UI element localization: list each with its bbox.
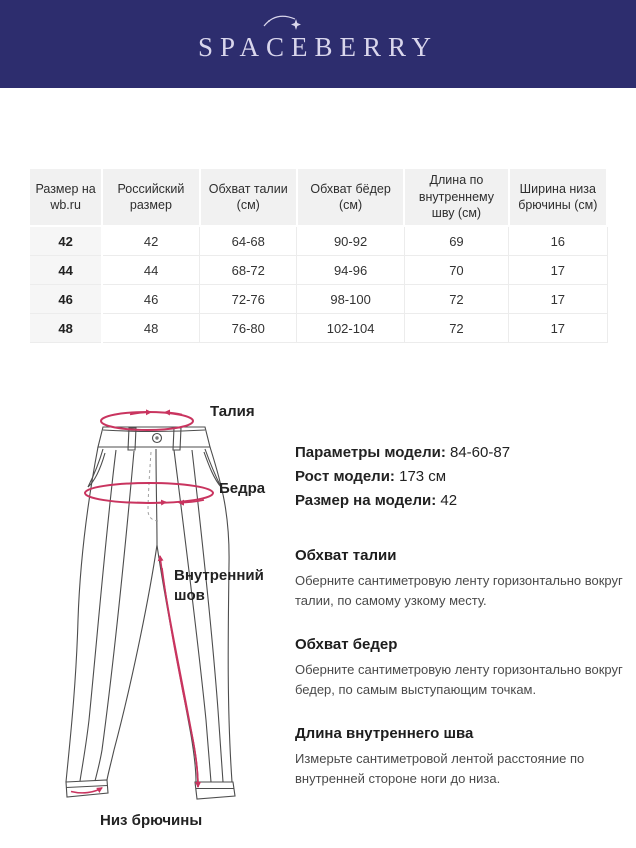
- table-header-cell: Ширина низа брючины (см): [509, 168, 607, 226]
- guide-text: Измерьте сантиметровой лентой расстояние по внутренней стороне ноги до низа.: [295, 751, 585, 786]
- diagram-label-inseam: Внутренний шов: [174, 567, 264, 604]
- model-params-label: Параметры модели:: [295, 444, 446, 461]
- table-cell: 64-68: [200, 226, 297, 256]
- hips-arrow-right: [137, 502, 166, 503]
- table-header-row: [29, 168, 607, 226]
- table-cell: 48: [102, 314, 199, 343]
- table-cell: 90-92: [297, 226, 404, 256]
- table-cell: 72: [404, 285, 508, 314]
- hem-arrow: [71, 788, 102, 793]
- guide-text: Оберните сантиметровую ленту горизонтально вокруг бедер, по самым выступающим точкам.: [295, 662, 623, 697]
- table-header-cell: Обхват талии (см): [200, 168, 297, 226]
- table-cell-size: 44: [29, 256, 102, 285]
- hips-ellipse: [85, 483, 213, 503]
- measurement-info-column: [295, 441, 625, 814]
- table-cell: 44: [102, 256, 199, 285]
- table-cell: 76-80: [200, 314, 297, 343]
- brand-logo: SPACEBERRY: [197, 31, 439, 62]
- table-cell: 16: [509, 226, 607, 256]
- table-row: [29, 285, 607, 314]
- model-info: [295, 441, 625, 513]
- measure-guide: [295, 547, 625, 788]
- model-size-label: Размер на модели:: [295, 492, 437, 509]
- table-cell: 68-72: [200, 256, 297, 285]
- table-cell: 98-100: [297, 285, 404, 314]
- table-cell: 72: [404, 314, 508, 343]
- guide-section-waist: [295, 547, 625, 610]
- table-cell: 17: [509, 314, 607, 343]
- table-cell: 69: [404, 226, 508, 256]
- model-size-row: [295, 489, 625, 513]
- table-cell: 70: [404, 256, 508, 285]
- table-header-cell: Российский размер: [102, 168, 199, 226]
- diagram-label-hips: Бедра: [219, 480, 266, 497]
- model-size-value: 42: [440, 492, 458, 509]
- table-row: [29, 314, 607, 343]
- diagram-label-waist: Талия: [210, 403, 255, 420]
- brand-header: [0, 0, 636, 88]
- model-height-row: [295, 465, 625, 489]
- table-cell: 102-104: [297, 314, 404, 343]
- shooting-star-icon: [262, 9, 310, 37]
- size-table: [28, 167, 608, 343]
- table-cell-size: 46: [29, 285, 102, 314]
- table-cell: 94-96: [297, 256, 404, 285]
- model-params-row: [295, 441, 625, 465]
- guide-title: Обхват талии: [295, 547, 397, 564]
- table-cell-size: 48: [29, 314, 102, 343]
- guide-section-hips: [295, 636, 625, 699]
- table-cell: 42: [102, 226, 199, 256]
- table-row: [29, 226, 607, 256]
- diagram-label-hem: Низ брючины: [100, 812, 203, 829]
- guide-text: Оберните сантиметровую ленту горизонтально вокруг талии, по самому узкому месту.: [295, 573, 623, 608]
- table-cell: 72-76: [200, 285, 297, 314]
- guide-title: Длина внутреннего шва: [295, 725, 474, 742]
- table-header-cell: Длина по внутреннему шву (см): [404, 168, 508, 226]
- table-header-cell: Размер на wb.ru: [29, 168, 102, 226]
- table-cell-size: 42: [29, 226, 102, 256]
- model-params-value: 84-60-87: [450, 444, 511, 461]
- model-height-label: Рост модели:: [295, 468, 395, 485]
- table-cell: 17: [509, 285, 607, 314]
- pants-diagram: [52, 390, 282, 835]
- table-cell: 46: [102, 285, 199, 314]
- guide-title: Обхват бедер: [295, 636, 398, 653]
- guide-section-inseam: [295, 725, 625, 788]
- table-header-cell: Обхват бёдер (см): [297, 168, 404, 226]
- table-cell: 17: [509, 256, 607, 285]
- model-height-value: 173 см: [399, 468, 447, 485]
- table-row: [29, 256, 607, 285]
